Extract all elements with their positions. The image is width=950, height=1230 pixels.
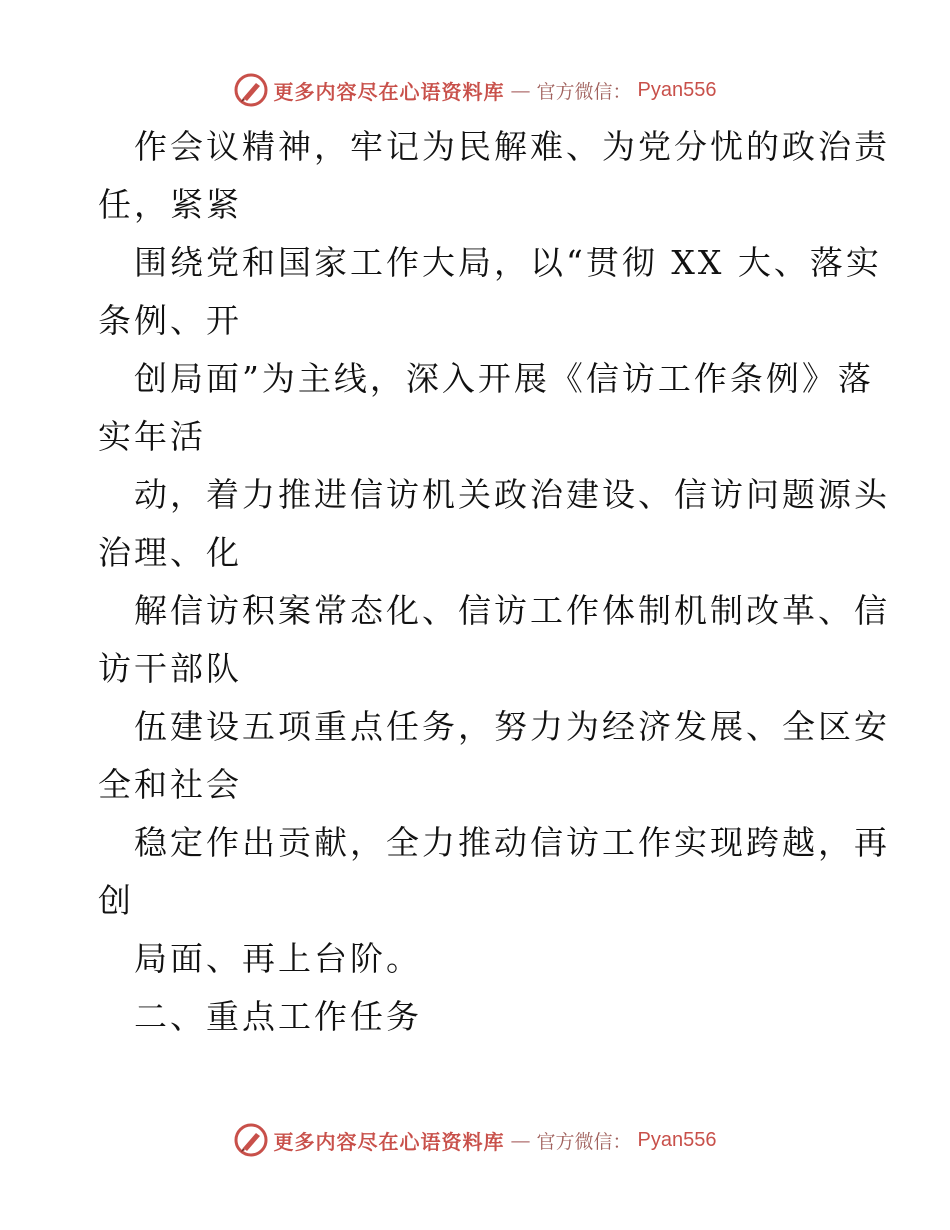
header-watermark bbox=[0, 70, 950, 110]
section-heading: 二、重点工作任务 bbox=[134, 997, 422, 1036]
body-line: 创局面”为主线，深入开展《信访工作条例》落 bbox=[134, 359, 874, 398]
body-line: 访干部队 bbox=[98, 649, 242, 688]
body-line: 稳定作出贡献，全力推动信访工作实现跨越，再 bbox=[134, 823, 890, 862]
document-body bbox=[98, 118, 890, 1046]
body-line: 作会议精神，牢记为民解难、为党分忧的政治责 bbox=[134, 127, 890, 166]
body-line: 伍建设五项重点任务，努力为经济发展、全区安 bbox=[134, 707, 890, 746]
body-line: 条例、开 bbox=[98, 301, 242, 340]
watermark-separator: — bbox=[510, 78, 531, 102]
body-line: 围绕党和国家工作大局，以“贯彻 XX 大、落实 bbox=[134, 243, 882, 282]
watermark-text: 更多内容尽在心语资料库 bbox=[273, 79, 505, 104]
watermark-separator: — bbox=[510, 1128, 531, 1152]
body-line: 治理、化 bbox=[98, 533, 242, 572]
body-line: 任，紧紧 bbox=[98, 185, 242, 224]
body-line: 局面、再上台阶。 bbox=[134, 939, 422, 978]
body-line: 动，着力推进信访机关政治建设、信访问题源头 bbox=[134, 475, 890, 514]
body-line: 解信访积案常态化、信访工作体制机制改革、信 bbox=[134, 591, 890, 630]
body-line: 创 bbox=[98, 881, 134, 920]
watermark-wechat-id: Pyan556 bbox=[637, 78, 717, 101]
footer-watermark bbox=[0, 1120, 950, 1160]
watermark-wechat-id: Pyan556 bbox=[637, 1128, 717, 1151]
pen-logo-icon bbox=[234, 1123, 268, 1157]
watermark-wechat-label: 官方微信： bbox=[536, 80, 632, 103]
pen-logo-icon bbox=[234, 73, 268, 107]
body-line: 全和社会 bbox=[98, 765, 242, 804]
body-line: 实年活 bbox=[98, 417, 206, 456]
watermark-text: 更多内容尽在心语资料库 bbox=[273, 1129, 505, 1154]
watermark-wechat-label: 官方微信： bbox=[536, 1130, 632, 1153]
